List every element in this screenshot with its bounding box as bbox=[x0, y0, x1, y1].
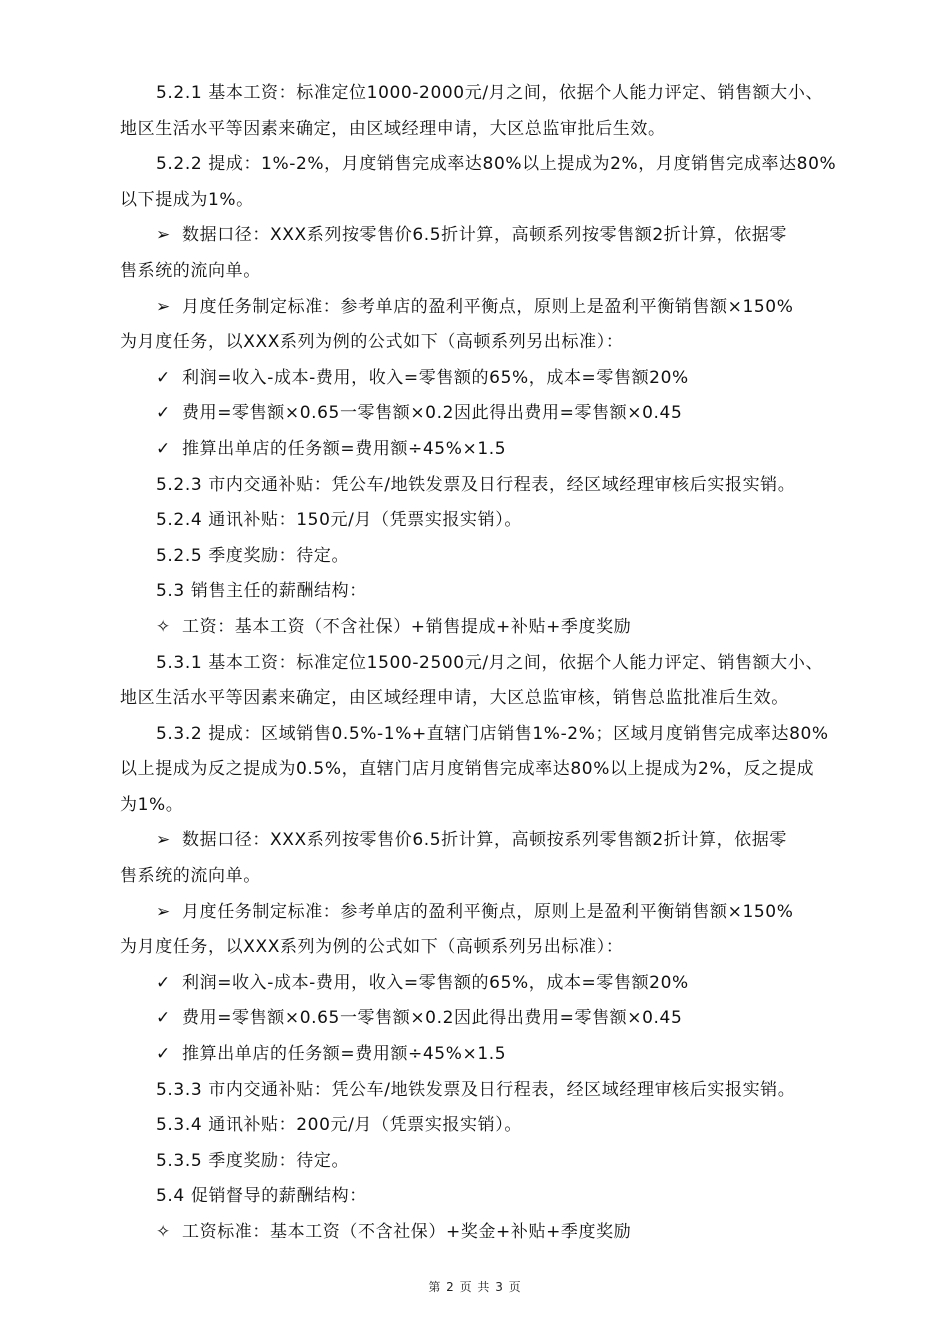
text-line bbox=[120, 325, 840, 361]
line-text: 为月度任务，以XXX系列为例的公式如下（高顿系列另出标准）： bbox=[120, 937, 624, 958]
line-text: 5.3.1 基本工资：标准定位1500-2500元/月之间，依据个人能力评定、销售额大小、 bbox=[156, 652, 824, 673]
bullet-line bbox=[120, 1037, 840, 1073]
text-line bbox=[120, 147, 840, 183]
bullet-icon: ✓ bbox=[156, 367, 171, 388]
line-text: 费用=零售额×0.65一零售额×0.2因此得出费用=零售额×0.45 bbox=[182, 1008, 683, 1029]
bullet-line bbox=[120, 895, 840, 931]
line-text: 数据口径：XXX系列按零售价6.5折计算，高顿按系列零售额2折计算，依据零 bbox=[182, 830, 787, 851]
bullet-line bbox=[120, 1001, 840, 1037]
text-line bbox=[120, 859, 840, 895]
page-footer: 第 2 页 共 3 页 bbox=[428, 1280, 522, 1294]
line-text: 5.2.3 市内交通补贴：凭公车/地铁发票及日行程表，经区域经理审核后实报实销。 bbox=[156, 474, 796, 495]
line-text: 利润=收入-成本-费用，收入=零售额的65%，成本=零售额20% bbox=[182, 972, 689, 993]
bullet-icon: ✧ bbox=[156, 1222, 171, 1242]
line-text: 5.3.2 提成：区域销售0.5%-1%+直辖门店销售1%-2%；区域月度销售完成率达80% bbox=[156, 723, 829, 744]
line-text: 5.3 销售主任的薪酬结构： bbox=[156, 581, 367, 602]
line-text: 以下提成为1%。 bbox=[120, 189, 254, 210]
bullet-icon: ✓ bbox=[156, 972, 171, 993]
line-text: 利润=收入-成本-费用，收入=零售额的65%，成本=零售额20% bbox=[182, 367, 689, 388]
text-line bbox=[120, 752, 840, 788]
text-line bbox=[120, 539, 840, 575]
text-line bbox=[120, 788, 840, 824]
bullet-line bbox=[120, 1215, 840, 1251]
line-text: 售系统的流向单。 bbox=[120, 260, 261, 281]
bullet-line bbox=[120, 361, 840, 397]
line-text: 月度任务制定标准：参考单店的盈利平衡点，原则上是盈利平衡销售额×150% bbox=[182, 296, 794, 317]
line-text: 5.2.2 提成：1%-2%，月度销售完成率达80%以上提成为2%，月度销售完成率达80% bbox=[156, 154, 837, 175]
line-text: 推算出单店的任务额=费用额÷45%×1.5 bbox=[182, 1044, 507, 1065]
bullet-line bbox=[120, 823, 840, 859]
line-text: 售系统的流向单。 bbox=[120, 866, 261, 887]
bullet-icon: ✓ bbox=[156, 403, 171, 424]
text-line bbox=[120, 1144, 840, 1180]
text-line bbox=[120, 76, 840, 112]
text-line bbox=[120, 1179, 840, 1215]
line-text: 5.3.3 市内交通补贴：凭公车/地铁发票及日行程表，经区域经理审核后实报实销。 bbox=[156, 1079, 796, 1100]
bullet-icon: ➢ bbox=[156, 296, 171, 317]
bullet-line bbox=[120, 610, 840, 646]
line-text: 数据口径：XXX系列按零售价6.5折计算，高顿系列按零售额2折计算，依据零 bbox=[182, 225, 787, 246]
text-line bbox=[120, 183, 840, 219]
page-body bbox=[120, 76, 840, 1251]
line-text: 以上提成为反之提成为0.5%，直辖门店月度销售完成率达80%以上提成为2%，反之提成 bbox=[120, 759, 815, 780]
text-line bbox=[120, 112, 840, 148]
text-line bbox=[120, 717, 840, 753]
text-line bbox=[120, 468, 840, 504]
text-line bbox=[120, 646, 840, 682]
line-text: 5.2.1 基本工资：标准定位1000-2000元/月之间，依据个人能力评定、销售额大小、 bbox=[156, 83, 824, 103]
bullet-line bbox=[120, 290, 840, 326]
line-text: 工资：基本工资（不含社保）+销售提成+补贴+季度奖励 bbox=[182, 616, 632, 637]
line-text: 5.3.4 通讯补贴：200元/月（凭票实报实销）。 bbox=[156, 1115, 522, 1136]
line-text: 5.4 促销督导的薪酬结构： bbox=[156, 1186, 367, 1207]
bullet-line bbox=[120, 432, 840, 468]
text-line bbox=[120, 681, 840, 717]
line-text: 月度任务制定标准：参考单店的盈利平衡点，原则上是盈利平衡销售额×150% bbox=[182, 901, 794, 922]
line-text: 地区生活水平等因素来确定，由区域经理申请，大区总监审批后生效。 bbox=[120, 118, 666, 139]
bullet-icon: ➢ bbox=[156, 901, 171, 922]
bullet-line bbox=[120, 396, 840, 432]
bullet-icon: ✧ bbox=[156, 616, 171, 637]
line-text: 费用=零售额×0.65一零售额×0.2因此得出费用=零售额×0.45 bbox=[182, 403, 683, 424]
text-line bbox=[120, 1108, 840, 1144]
line-text: 为1%。 bbox=[120, 794, 184, 815]
text-line bbox=[120, 254, 840, 290]
bullet-icon: ➢ bbox=[156, 225, 171, 246]
text-line bbox=[120, 503, 840, 539]
bullet-icon: ✓ bbox=[156, 438, 171, 459]
bullet-icon: ✓ bbox=[156, 1044, 171, 1065]
text-line bbox=[120, 574, 840, 610]
line-text: 地区生活水平等因素来确定，由区域经理申请，大区总监审核，销售总监批准后生效。 bbox=[120, 688, 789, 709]
text-line bbox=[120, 930, 840, 966]
line-text: 推算出单店的任务额=费用额÷45%×1.5 bbox=[182, 438, 507, 459]
bullet-line bbox=[120, 218, 840, 254]
line-text: 为月度任务，以XXX系列为例的公式如下（高顿系列另出标准）： bbox=[120, 332, 624, 353]
bullet-icon: ✓ bbox=[156, 1008, 171, 1029]
line-text: 5.2.4 通讯补贴：150元/月（凭票实报实销）。 bbox=[156, 510, 522, 531]
bullet-line bbox=[120, 966, 840, 1002]
text-line bbox=[120, 1073, 840, 1109]
line-text: 工资标准：基本工资（不含社保）+奖金+补贴+季度奖励 bbox=[182, 1222, 632, 1242]
line-text: 5.3.5 季度奖励：待定。 bbox=[156, 1150, 350, 1171]
line-text: 5.2.5 季度奖励：待定。 bbox=[156, 545, 350, 566]
bullet-icon: ➢ bbox=[156, 830, 171, 851]
